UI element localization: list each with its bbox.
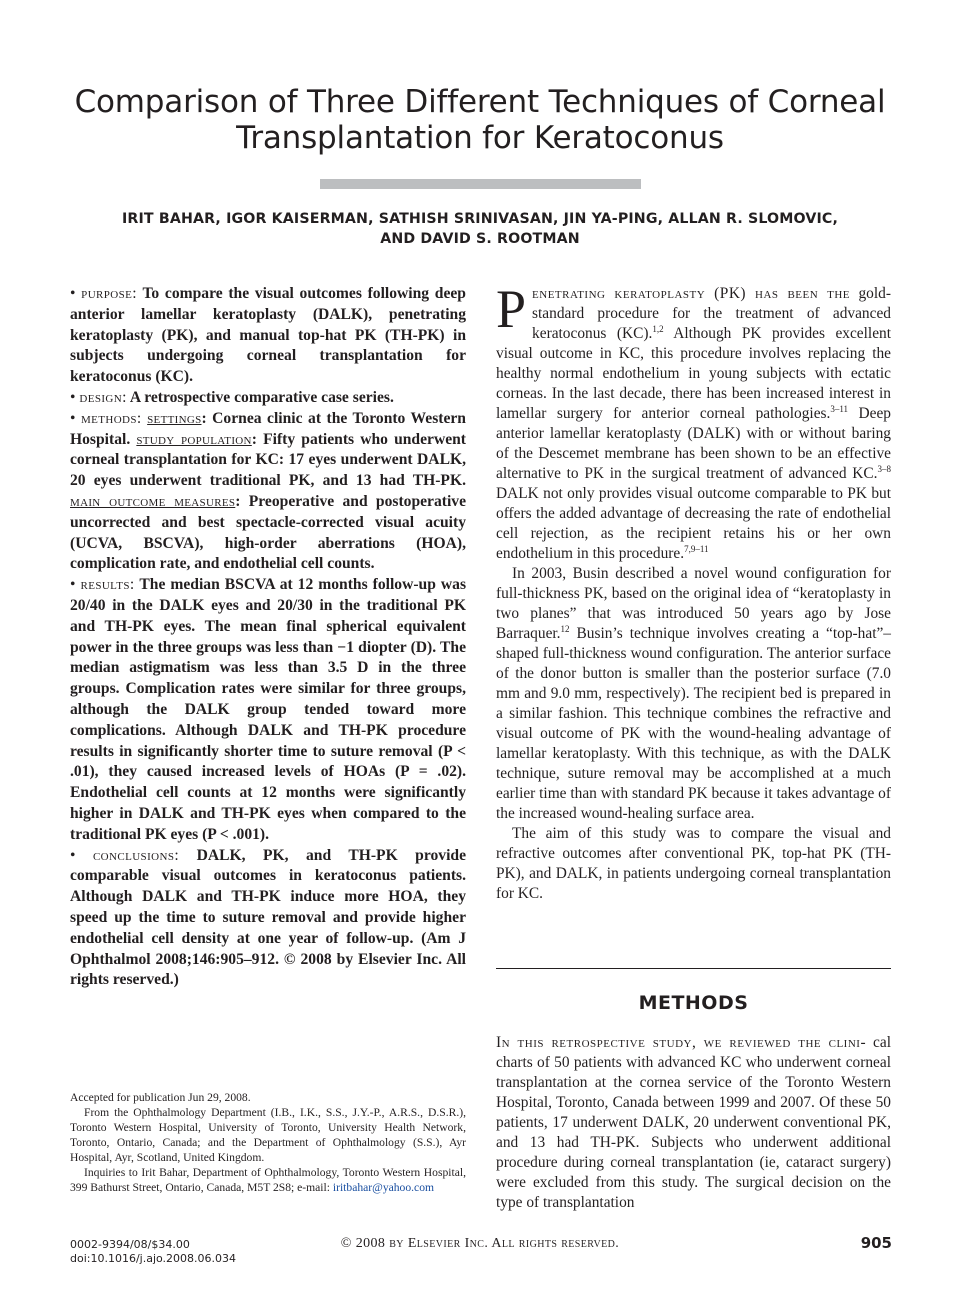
section-divider (496, 968, 891, 969)
results-label: results: (80, 576, 135, 594)
page-number: 905 (860, 1234, 892, 1252)
intro-lead-in: enetrating keratoplasty (PK) has been the (532, 285, 851, 302)
settings-text: Cornea clinic at the Toronto Western Hospital. (70, 409, 466, 448)
purpose-label: purpose: (81, 285, 138, 302)
intro-text: Busin’s technique involves creating a “top-hat”–shaped full-thickness wound configuration. The anterior surface of the donor button is smaller than the posterior surface (7.0 mm and 9.0 mm, respectively). The recipient bed is prepared in a similar fashion. This technique combines the refractive and visual outcome of PK with the wound-healing advantage of lamellar keratoplasty. With this technique, as with the DALK technique, suture removal may be accomplished at a much earlier time than with standard PK because it takes advantage of the increased wound-healing surface area. (496, 625, 891, 822)
bullet-icon: • (70, 846, 76, 864)
title-divider-bar (320, 179, 641, 189)
email-link[interactable]: iritbahar@yahoo.com (332, 1181, 435, 1194)
reference-link[interactable]: 1,2 (652, 324, 664, 334)
footer-identifiers (70, 1238, 236, 1266)
citation: (Am J Ophthalmol 2008;146:905–912. © 2008 by Elsevier Inc. All rights reserved.) (70, 929, 466, 989)
abstract-methods: • methods: settings: Cornea clinic at the Toronto Western Hospital. study population: Fifty patients who underwent corneal transplantation for KC: 17 eyes underwent DALK, 20 eyes underwent traditional PK, and 13 had TH-PK. main outcome measures: Preoperative and postoperative uncorrected and best spectacle-corrected visual acuity (UCVA, BSCVA), high-order aberrations (HOA), complication rate, and endothelial cell counts. (70, 409, 467, 573)
methods-heading: METHODS (638, 992, 749, 1014)
accepted-date: Accepted for publication Jun 29, 2008. (70, 1091, 251, 1104)
reference-link[interactable]: 3–11 (830, 404, 849, 414)
abstract-results (70, 575, 466, 845)
abstract-purpose (70, 284, 466, 388)
reference-link[interactable]: 12 (560, 624, 570, 634)
population-text: Fifty patients who underwent corneal transplantation for KC: 17 eyes underwent DALK, 20 eyes underwent traditional PK, and 13 had TH-PK. (70, 430, 466, 490)
measures-text: Preoperative and postoperative uncorrected and best spectacle-corrected visual acuity (UCVA, BSCVA), high-order aberrations (HOA), complication rate, and endothelial cell counts. (70, 492, 467, 573)
design-text: A retrospective comparative case series. (129, 388, 394, 406)
intro-paragraph-2 (496, 564, 891, 824)
doi: doi:10.1016/j.ajo.2008.06.034 (70, 1252, 237, 1265)
methods-text: cal charts of 50 patients with advanced KC who underwent corneal transplantation at the cornea service of the Toronto Western Hospital, Toronto, Canada between 1999 and 2007. Of these 50 patients, 17 underwent DALK, 20 underwent conventional PK, and 13 had TH-PK. Subjects who underwent additional procedure during corneal transplantation (ie, cataract surgery) were excluded from this study. The surgical decision on the type of transplantation (496, 1034, 891, 1211)
abstract-design (70, 388, 466, 409)
intro-text: Although PK provides excellent visual outcome in KC, this procedure involves replacing the healthy normal endothelium in young subjects with ectatic corneas. In the last decade, there has been increased interest in lamellar surgery for anterior corneal pathologies. (496, 325, 891, 422)
intro-paragraph-1 (496, 279, 891, 564)
methods-label: methods: (80, 409, 142, 427)
intro-text: Deep anterior lamellar keratoplasty (DALK) with or without baring of the Descemet membrane has been shown to be an effective alternative to PK in the surgical treatment of advanced KC. (496, 405, 891, 482)
intro-paragraph-3: The aim of this study was to compare the visual and refractive outcomes after conventional PK, top-hat PK (TH-PK), and DALK, in patients undergoing corneal transplantation for KC. (496, 825, 891, 902)
bullet-icon: • (70, 576, 76, 594)
design-label: design: (79, 388, 127, 406)
inquiries-text: Inquiries to Irit Bahar, Department of Ophthalmology, Toronto Western Hospital, 399 Bathurst Street, Ontario, Canada, M5T 2S8; e-mail: (70, 1166, 466, 1194)
bullet-icon: • (70, 409, 76, 427)
methods-lead-in: In this retrospective study, we reviewed the clini- (496, 1034, 867, 1051)
intro-text: gold-standard procedure for the treatment of advanced keratoconus (KC). (532, 285, 891, 342)
drop-cap: P (496, 279, 527, 339)
measures-label: main outcome measures (70, 492, 236, 510)
bullet-icon: • (70, 388, 76, 406)
methods-section (496, 1033, 891, 1213)
introduction (496, 279, 891, 904)
bullet-icon: • (70, 285, 76, 302)
settings-label: settings (147, 409, 202, 427)
author-list (40, 209, 920, 249)
conclusions-label: conclusions: (92, 846, 180, 864)
population-label: study population (136, 430, 252, 448)
methods-paragraph (496, 1033, 891, 1213)
article-title: Comparison of Three Different Techniques of Corneal Transplantation for Keratoconus (74, 84, 886, 156)
abstract (70, 284, 466, 991)
conclusions-text: DALK, PK, and TH-PK provide comparable visual outcomes in keratoconus patients. Although DALK and TH-PK induce more HOA, they speed up the time to suture removal and provide higher endothelial cell density at one year of follow-up. (70, 846, 466, 947)
authors-line-1: IRIT BAHAR, IGOR KAISERMAN, SATHISH SRINIVASAN, JIN YA-PING, ALLAN R. SLOMOVIC, (122, 211, 838, 227)
intro-text: DALK not only provides visual outcome comparable to PK but offers the added advantage of decreasing the rate of endothelial cell rejection, as the recipient retains his or her own endothelium in this procedure. (496, 485, 891, 562)
copyright-notice: © 2008 by Elsevier Inc. All rights reserved. (340, 1236, 620, 1251)
abstract-conclusions (70, 846, 466, 992)
purpose-text: To compare the visual outcomes following deep anterior lamellar keratoplasty (DALK), penetrating keratoplasty (PK), and manual top-hat PK (TH-PK) in subjects undergoing corneal transplantation for keratoconus (KC). (70, 285, 466, 386)
results-text: The median BSCVA at 12 months follow-up was 20/40 in the DALK eyes and 20/30 in the traditional PK and TH-PK eyes. The mean final spherical equivalent power in the three groups was less than −1 diopter (D). The median astigmatism was less than 3.5 D in the three groups. Complication rates were similar for three groups, although the DALK group tended toward more complications. Although DALK and TH-PK procedure results in significantly shorter time to suture removal (P < .01), they caused increased levels of HOAs (P = .02). Endothelial cell counts at 12 months were significantly higher in DALK and TH-PK eyes when compared to the traditional PK eyes (P < .001). (70, 576, 467, 843)
issn: 0002-9394/08/$34.00 (70, 1238, 190, 1251)
affiliation: From the Ophthalmology Department (I.B., I.K., S.S., J.Y.-P., A.R.S., D.S.R.), Toronto Western Hospital, University of Toronto, University Health Network, Toronto, Ontario, Canada; and the Department of Ophthalmology (S.S.), Ayr Hospital, Ayr, Scotland, United Kingdom. (70, 1106, 466, 1164)
authors-line-2: AND DAVID S. ROOTMAN (380, 231, 580, 247)
inquiries (70, 1165, 466, 1195)
intro-text: In 2003, Busin described a novel wound configuration for full-thickness PK, based on the original idea of “keratoplasty in two planes” that was introduced 50 years ago by Jose Barraquer. (496, 565, 891, 642)
footnotes (70, 1090, 466, 1195)
reference-link[interactable]: 7,9–11 (684, 544, 709, 554)
reference-link[interactable]: 3–8 (877, 464, 891, 474)
